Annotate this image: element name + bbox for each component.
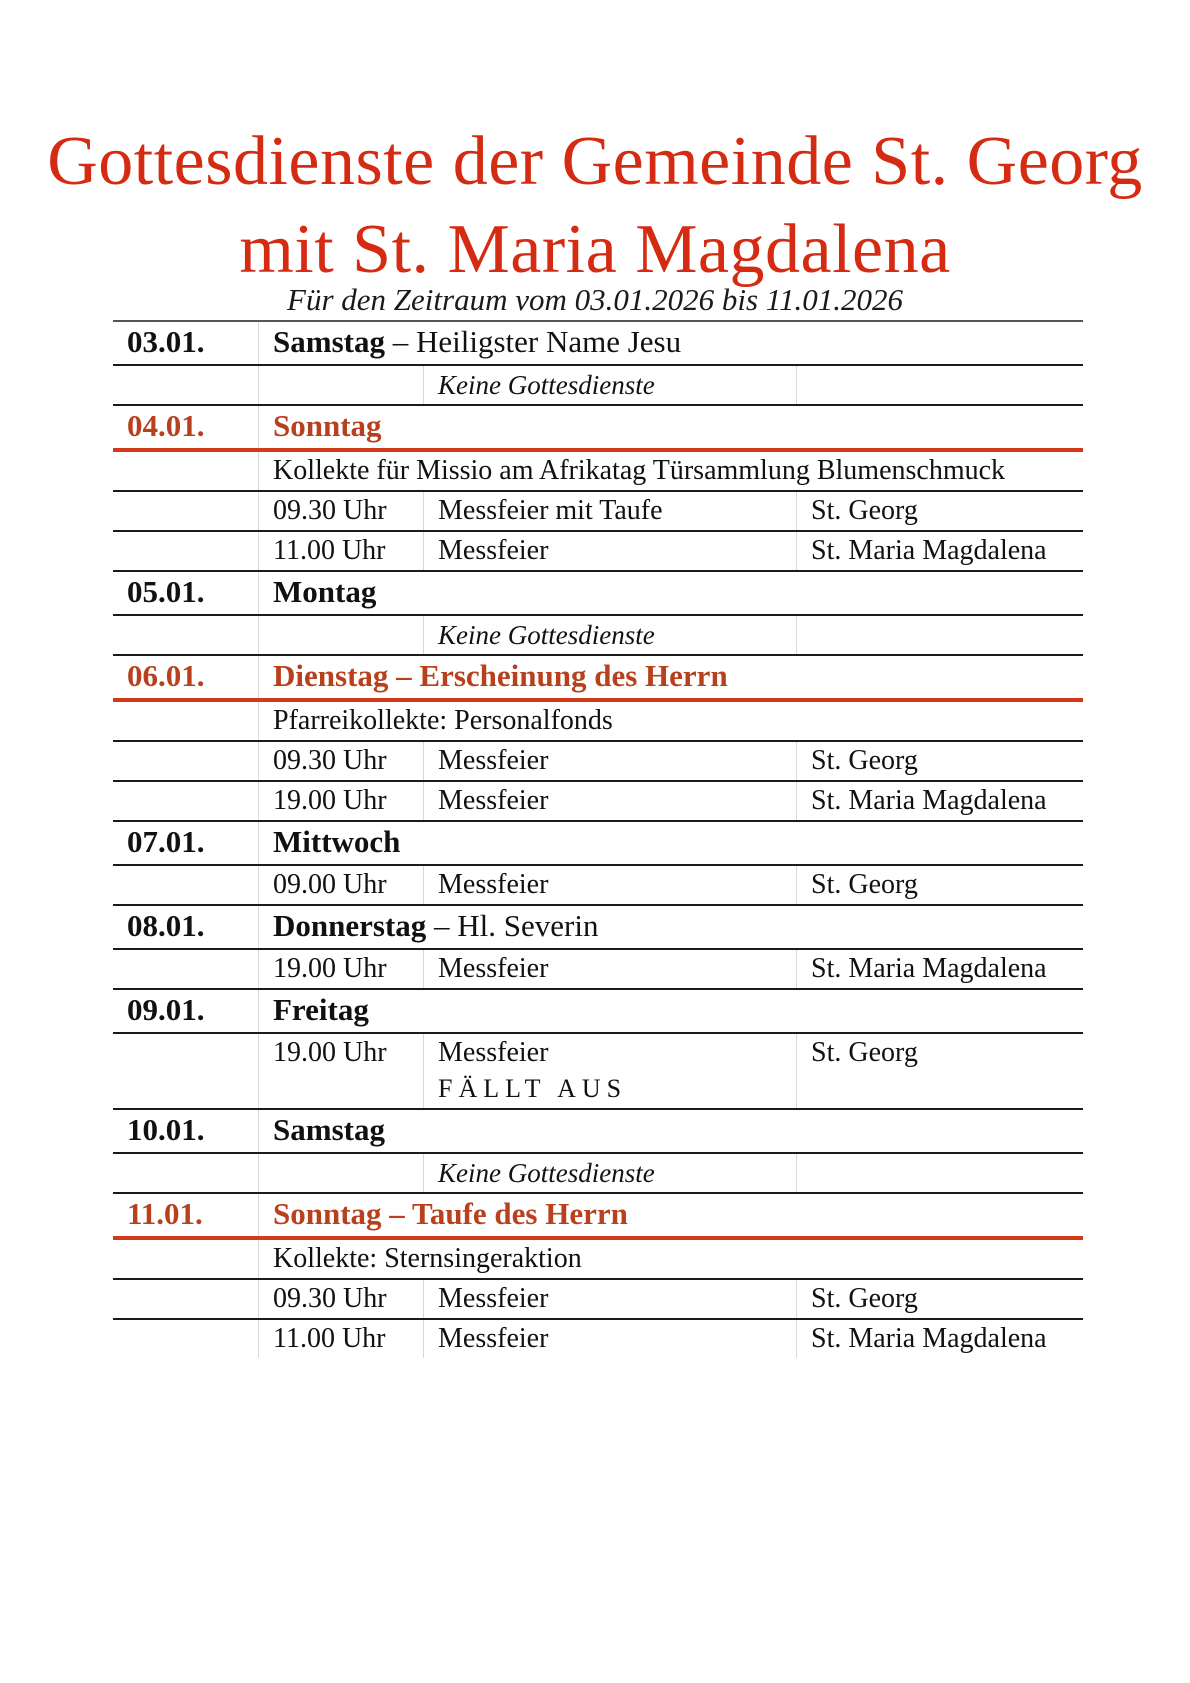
service-description xyxy=(423,1320,796,1358)
collection-note: Pfarreikollekte: Personalfonds xyxy=(258,702,1083,740)
cancelled-status: FÄLLT AUS xyxy=(438,1074,628,1103)
empty-cell xyxy=(113,782,258,820)
day-name: Samstag xyxy=(273,1112,385,1147)
day-date: 05.01. xyxy=(127,574,205,609)
service-location: St. Georg xyxy=(796,742,1083,780)
day-name: Sonntag xyxy=(273,1196,382,1231)
day-row xyxy=(113,1192,1083,1240)
collection-note: Kollekte: Sternsingeraktion xyxy=(258,1240,1083,1278)
day-date: 03.01. xyxy=(127,324,205,359)
empty-cell xyxy=(258,1154,423,1192)
service-description xyxy=(423,866,796,904)
service-time: 19.00 Uhr xyxy=(258,782,423,820)
day-row xyxy=(113,904,1083,948)
empty-cell xyxy=(113,950,258,988)
service-type: Messfeier xyxy=(438,1323,549,1354)
service-time: 09.30 Uhr xyxy=(258,742,423,780)
day-row xyxy=(113,1108,1083,1152)
day-name: Donnerstag xyxy=(273,908,427,943)
day-row xyxy=(113,320,1083,364)
service-location: St. Maria Magdalena xyxy=(796,1320,1083,1358)
empty-cell xyxy=(113,452,258,490)
day-date: 11.01. xyxy=(127,1196,203,1231)
day-name: Montag xyxy=(273,574,377,609)
day-date: 06.01. xyxy=(127,658,205,693)
day-title xyxy=(258,572,1083,614)
no-services-label: Keine Gottesdienste xyxy=(423,616,796,654)
no-services-label: Keine Gottesdienste xyxy=(423,366,796,404)
empty-cell xyxy=(796,366,1083,404)
empty-cell xyxy=(113,1154,258,1192)
day-name: Sonntag xyxy=(273,408,382,443)
service-schedule-table xyxy=(113,320,1083,1358)
service-time: 09.30 Uhr xyxy=(258,492,423,530)
no-services-row xyxy=(113,1152,1083,1192)
empty-cell xyxy=(113,866,258,904)
day-row xyxy=(113,570,1083,614)
day-row xyxy=(113,654,1083,702)
service-time: 09.00 Uhr xyxy=(258,866,423,904)
empty-cell xyxy=(113,366,258,404)
feast-name: – Hl. Severin xyxy=(426,908,599,943)
service-row xyxy=(113,1318,1083,1358)
service-type: Messfeier xyxy=(438,785,549,816)
collection-note-row xyxy=(113,1240,1083,1278)
empty-cell xyxy=(113,702,258,740)
day-name: Samstag xyxy=(273,324,385,359)
no-services-row xyxy=(113,614,1083,654)
service-row xyxy=(113,780,1083,820)
service-location: St. Maria Magdalena xyxy=(796,950,1083,988)
service-description xyxy=(423,1280,796,1318)
day-date: 08.01. xyxy=(127,908,205,943)
empty-cell xyxy=(258,366,423,404)
empty-cell xyxy=(113,742,258,780)
service-type: Messfeier xyxy=(438,869,549,900)
empty-cell xyxy=(113,532,258,570)
empty-cell xyxy=(113,492,258,530)
day-row xyxy=(113,820,1083,864)
collection-note: Kollekte für Missio am Afrikatag Türsammlung Blumenschmuck xyxy=(258,452,1083,490)
service-row xyxy=(113,1278,1083,1318)
service-row xyxy=(113,740,1083,780)
service-type: Messfeier mit Taufe xyxy=(438,495,663,526)
day-title xyxy=(258,822,1083,864)
service-location: St. Maria Magdalena xyxy=(796,782,1083,820)
day-row xyxy=(113,988,1083,1032)
no-services-row xyxy=(113,364,1083,404)
date-range-subtitle: Für den Zeitraum vom 03.01.2026 bis 11.01.2026 xyxy=(287,282,903,317)
service-type: Messfeier xyxy=(438,953,549,984)
service-type: Messfeier xyxy=(438,745,549,776)
day-title xyxy=(258,322,1083,364)
service-type: Messfeier xyxy=(438,535,549,566)
empty-cell xyxy=(113,1240,258,1278)
service-description xyxy=(423,742,796,780)
collection-note-row xyxy=(113,702,1083,740)
day-name: Freitag xyxy=(273,992,369,1027)
service-location: St. Georg xyxy=(796,1280,1083,1318)
service-row xyxy=(113,530,1083,570)
service-time: 19.00 Uhr xyxy=(258,950,423,988)
feast-name: – Erscheinung des Herrn xyxy=(388,658,728,693)
day-name: Mittwoch xyxy=(273,824,401,859)
collection-note-row xyxy=(113,452,1083,490)
service-row xyxy=(113,1032,1083,1108)
empty-cell xyxy=(113,616,258,654)
service-time: 11.00 Uhr xyxy=(258,1320,423,1358)
feast-name: – Taufe des Herrn xyxy=(381,1196,628,1231)
service-row xyxy=(113,948,1083,988)
service-row xyxy=(113,490,1083,530)
page-title: Gottesdienste der Gemeinde St. Georg mit St. Maria Magdalena xyxy=(47,123,1143,288)
empty-cell xyxy=(796,1154,1083,1192)
day-title xyxy=(258,906,1083,948)
no-services-label: Keine Gottesdienste xyxy=(423,1154,796,1192)
service-time: 11.00 Uhr xyxy=(258,532,423,570)
day-title xyxy=(258,1110,1083,1152)
service-description xyxy=(423,492,796,530)
day-date: 09.01. xyxy=(127,992,205,1027)
service-description xyxy=(423,532,796,570)
service-row xyxy=(113,864,1083,904)
empty-cell xyxy=(113,1280,258,1318)
day-title xyxy=(258,1194,1083,1236)
service-description xyxy=(423,782,796,820)
day-date: 10.01. xyxy=(127,1112,205,1147)
day-title xyxy=(258,406,1083,448)
service-location: St. Georg xyxy=(796,1034,1083,1108)
service-location: St. Maria Magdalena xyxy=(796,532,1083,570)
service-time: 19.00 Uhr xyxy=(258,1034,423,1108)
empty-cell xyxy=(796,616,1083,654)
day-date: 07.01. xyxy=(127,824,205,859)
service-type: Messfeier xyxy=(438,1037,549,1068)
day-date: 04.01. xyxy=(127,408,205,443)
service-description xyxy=(423,1034,796,1108)
service-location: St. Georg xyxy=(796,492,1083,530)
service-location: St. Georg xyxy=(796,866,1083,904)
feast-name: – Heiligster Name Jesu xyxy=(384,324,682,359)
day-title xyxy=(258,656,1083,698)
service-time: 09.30 Uhr xyxy=(258,1280,423,1318)
day-row xyxy=(113,404,1083,452)
day-name: Dienstag xyxy=(273,658,389,693)
empty-cell xyxy=(113,1034,258,1108)
service-description xyxy=(423,950,796,988)
empty-cell xyxy=(113,1320,258,1358)
service-type: Messfeier xyxy=(438,1283,549,1314)
day-title xyxy=(258,990,1083,1032)
empty-cell xyxy=(258,616,423,654)
